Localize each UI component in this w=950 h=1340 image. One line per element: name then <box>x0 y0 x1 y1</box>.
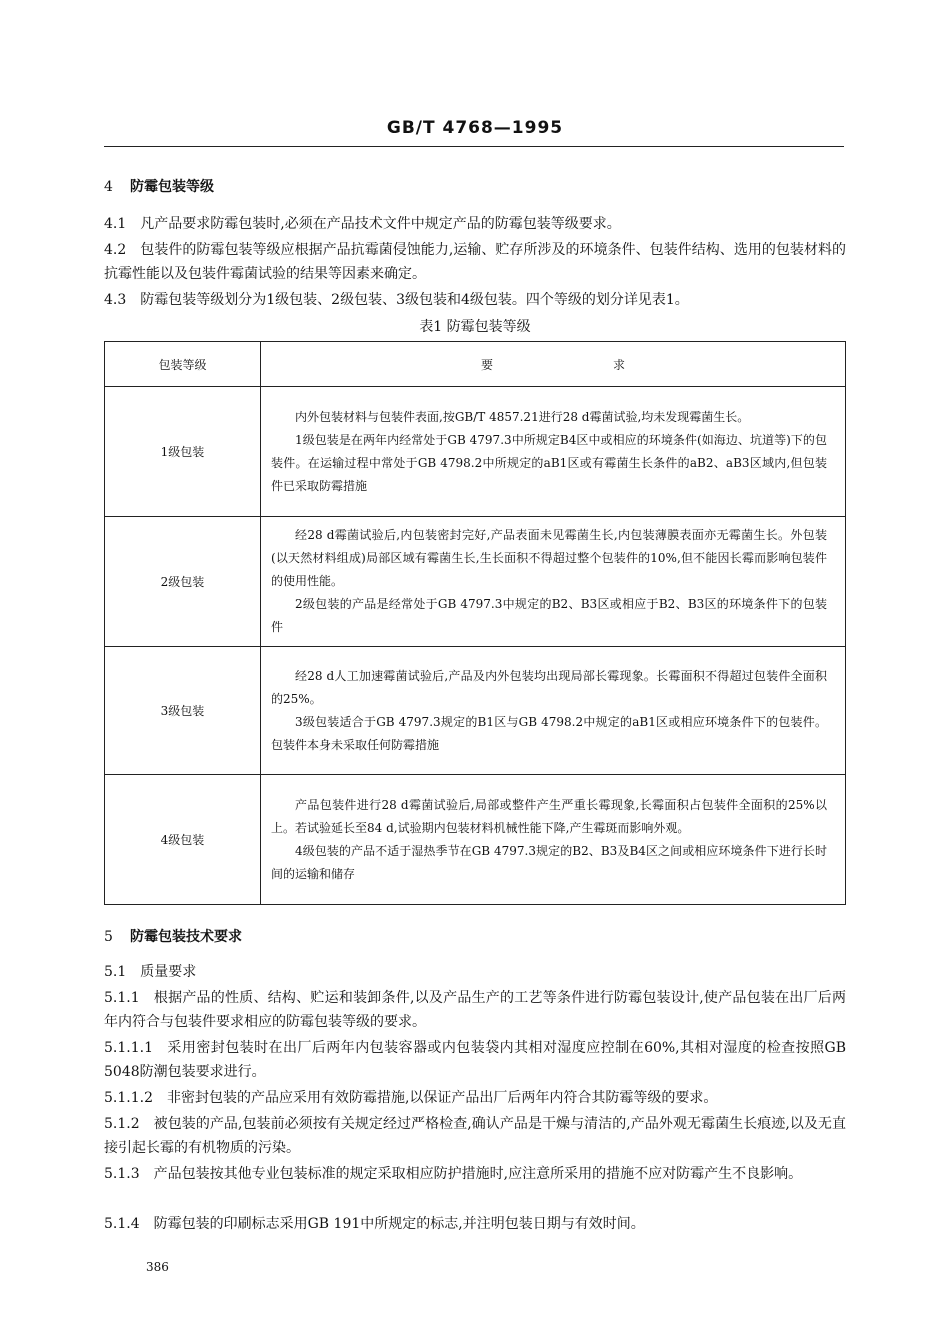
header-level: 包装等级 <box>105 342 261 387</box>
clause-text: 根据产品的性质、结构、贮运和装卸条件,以及产品生产的工艺等条件进行防霉包装设计,使产品包装在出厂后两年内符合与包装件要求相应的防霉包装等级的要求。 <box>104 990 846 1030</box>
clause-text: 质量要求 <box>140 964 197 980</box>
header-requirements <box>261 342 846 387</box>
table-caption: 表1 防霉包装等级 <box>419 319 531 335</box>
page-number: 386 <box>146 1260 169 1274</box>
requirement-test: 产品包装件进行28 d霉菌试验后,局部或整件产生严重长霉现象,长霉面积占包装件全面积的25%以上。若试验延长至84 d,试验期内包装材料机械性能下降,产生霉斑而影响外观。 <box>271 797 827 835</box>
clause-number: 5.1.3 <box>104 1166 140 1182</box>
clause-number: 5.1.2 <box>104 1116 140 1132</box>
clause-number: 5.1.1.2 <box>104 1090 153 1106</box>
clause-5-1-4 <box>104 1212 846 1236</box>
clause-number: 5.1.1 <box>104 990 140 1006</box>
clause-number: 4.1 <box>104 216 127 232</box>
section-4-heading <box>104 176 214 196</box>
header-req-char-2: 求 <box>613 357 626 372</box>
clause-text: 采用密封包装时在出厂后两年内包装容器或内包装袋内其相对湿度应控制在60%,其相对湿度的检查按照GB 5048防潮包装要求进行。 <box>104 1040 846 1080</box>
table-header-row <box>105 342 846 387</box>
clause-text: 产品包装按其他专业包装标准的规定采取相应防护措施时,应注意所采用的措施不应对防霉产生不良影响。 <box>153 1166 803 1182</box>
clause-4-1 <box>104 212 846 236</box>
grade-requirement <box>261 517 846 647</box>
clause-text: 包装件的防霉包装等级应根据产品抗霉菌侵蚀能力,运输、贮存所涉及的环境条件、包装件结构、选用的包装材料的抗霉性能以及包装件霉菌试验的结果等因素来确定。 <box>104 242 846 282</box>
clause-number: 4.3 <box>104 292 127 308</box>
table-row <box>105 775 846 905</box>
requirement-scope: 3级包装适合于GB 4797.3规定的B1区与GB 4798.2中规定的aB1区或相应环境条件下的包装件。包装件本身未采取任何防霉措施 <box>271 714 827 752</box>
requirement-scope: 2级包装的产品是经常处于GB 4797.3中规定的B2、B3区或相应于B2、B3区的环境条件下的包装件 <box>271 597 827 634</box>
requirement-test: 经28 d人工加速霉菌试验后,产品及内外包装均出现局部长霉现象。长霉面积不得超过包装件全面积的25%。 <box>271 668 827 706</box>
grade-requirement <box>261 775 846 905</box>
clause-5-1-1-1 <box>104 1036 846 1084</box>
clause-number: 5.1.1.1 <box>104 1040 153 1056</box>
clause-text: 防霉包装的印刷标志采用GB 191中所规定的标志,并注明包装日期与有效时间。 <box>153 1216 645 1232</box>
section-4-title: 防霉包装等级 <box>130 179 214 195</box>
requirement-test: 内外包装材料与包装件表面,按GB/T 4857.21进行28 d霉菌试验,均未发现霉菌生长。 <box>295 409 750 424</box>
grade-table <box>104 341 846 905</box>
clause-text: 被包装的产品,包装前必须按有关规定经过严格检查,确认产品是干燥与清洁的,产品外观无霉菌生长痕迹,以及无直接引起长霉的有机物质的污染。 <box>104 1116 846 1156</box>
section-5-title: 防霉包装技术要求 <box>130 929 242 945</box>
section-5-number: 5 <box>104 929 113 945</box>
standard-header: GB/T 4768—1995 <box>386 118 564 138</box>
table-row <box>105 517 846 647</box>
requirement-scope: 1级包装是在两年内经常处于GB 4797.3中所规定B4区中或相应的环境条件(如海边、坑道等)下的包装件。在运输过程中常处于GB 4798.2中所规定的aB1区或有霉菌生长条件的aB2、aB3区域内,但包装件已采取防霉措施 <box>271 432 827 493</box>
grade-requirement <box>261 647 846 775</box>
clause-text: 凡产品要求防霉包装时,必须在产品技术文件中规定产品的防霉包装等级要求。 <box>140 216 621 232</box>
grade-level: 4级包装 <box>105 775 261 905</box>
grade-requirement <box>261 387 846 517</box>
clause-5-1-3 <box>104 1162 846 1186</box>
clause-number: 5.1.4 <box>104 1216 140 1232</box>
clause-5-1 <box>104 960 846 984</box>
header-req-char-1: 要 <box>480 357 493 372</box>
clause-4-3 <box>104 288 846 312</box>
clause-text: 非密封包装的产品应采用有效防霉措施,以保证产品出厂后两年内符合其防霉等级的要求。 <box>166 1090 718 1106</box>
clause-5-1-1 <box>104 986 846 1034</box>
section-5-heading <box>104 926 242 946</box>
table-row <box>105 647 846 775</box>
grade-level: 2级包装 <box>105 517 261 647</box>
clause-4-2 <box>104 238 846 286</box>
grade-level: 3级包装 <box>105 647 261 775</box>
section-4-number: 4 <box>104 179 113 195</box>
header-rule <box>104 146 844 147</box>
requirement-test: 经28 d霉菌试验后,内包装密封完好,产品表面未见霉菌生长,内包装薄膜表面亦无霉菌生长。外包装(以天然材料组成)局部区域有霉菌生长,生长面积不得超过整个包装件的10%,但不能因长霉而影响包装件的使用性能。 <box>271 528 827 588</box>
requirement-scope: 4级包装的产品不适于湿热季节在GB 4797.3规定的B2、B3及B4区之间或相应环境条件下进行长时间的运输和储存 <box>271 843 827 881</box>
grade-level: 1级包装 <box>105 387 261 517</box>
clause-number: 4.2 <box>104 242 127 258</box>
table-row <box>105 387 846 517</box>
clause-5-1-2 <box>104 1112 846 1160</box>
clause-text: 防霉包装等级划分为1级包装、2级包装、3级包装和4级包装。四个等级的划分详见表1。 <box>140 292 689 308</box>
clause-number: 5.1 <box>104 964 127 980</box>
clause-5-1-1-2 <box>104 1086 846 1110</box>
